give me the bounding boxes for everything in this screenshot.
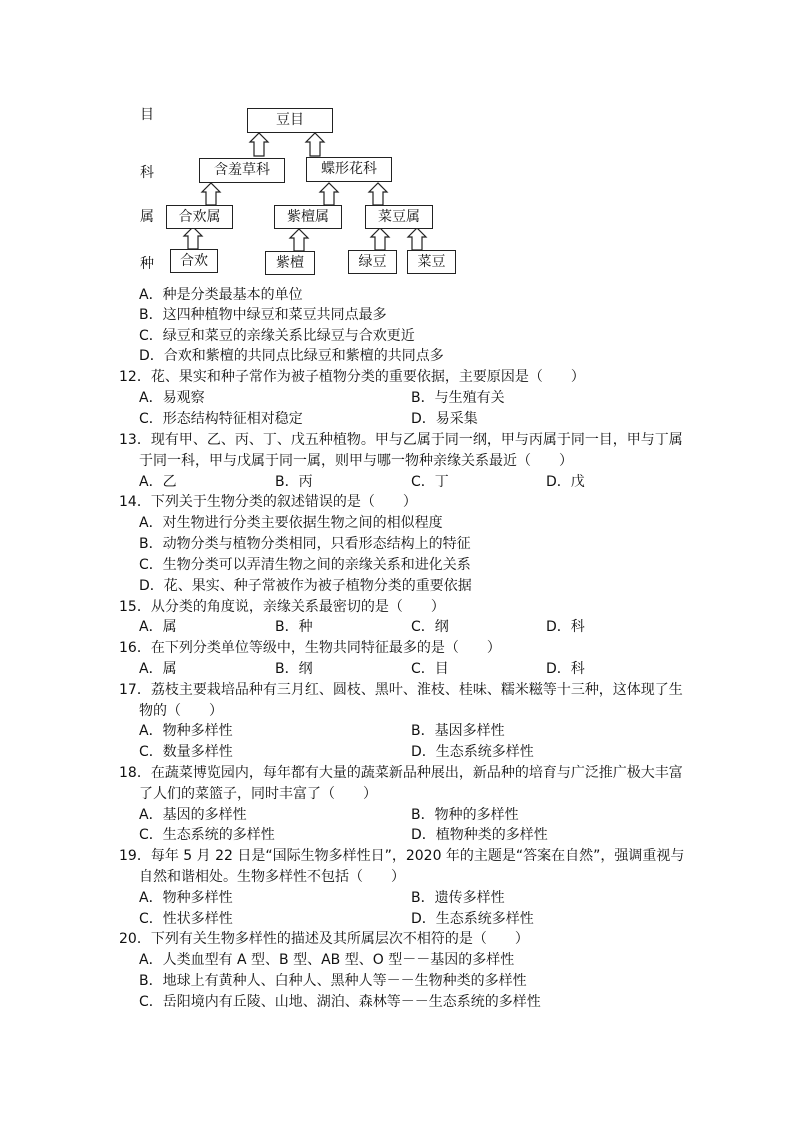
arrow-gen1-to-fam1: [202, 183, 220, 205]
arrow-gen2-to-fam2: [320, 183, 338, 205]
q18-option-b: B．物种的多样性: [411, 807, 519, 823]
q11-option-b: B．这四种植物中绿豆和菜豆共同点最多: [139, 307, 387, 323]
q17-option-d: D．生态系统多样性: [411, 744, 534, 760]
arrow-fam1-to-order: [250, 133, 268, 156]
q17-option-c: C．数量多样性: [139, 744, 233, 760]
arrow-sp2-to-gen2: [290, 229, 308, 251]
box-species-kidney-bean: 菜豆: [407, 250, 456, 274]
q15-option-c: C．纲: [411, 619, 449, 635]
box-species-pterocarpus: 紫檀: [265, 251, 315, 275]
q14-option-c: C．生物分类可以弄清生物之间的亲缘关系和进化关系: [139, 557, 471, 573]
q15-stem: 15．从分类的角度说，亲缘关系最密切的是（ ）: [119, 599, 445, 615]
q20-option-a: A．人类血型有 A 型、B 型、AB 型、O 型－－基因的多样性: [139, 952, 515, 968]
box-genus-pterocarpus: 紫檀属: [274, 205, 342, 229]
q20-option-c: C．岳阳境内有丘陵、山地、湖泊、森林等－－生态系统的多样性: [139, 994, 541, 1010]
q11-option-a: A．种是分类最基本的单位: [139, 287, 303, 303]
q11-option-d: D．合欢和紫檀的共同点比绿豆和紫檀的共同点多: [139, 348, 444, 364]
q12-option-d: D．易采集: [411, 411, 478, 427]
q11-option-c: C．绿豆和菜豆的亲缘关系比绿豆与合欢更近: [139, 328, 415, 344]
q13-stem-2: 于同一科，甲与戊属于同一属，则甲与哪一物种亲缘关系最近（ ）: [139, 453, 573, 469]
q12-option-a: A．易观察: [139, 390, 205, 406]
q19-option-c: C．性状多样性: [139, 911, 233, 927]
box-family-mimosaceae: 含羞草科: [199, 158, 285, 183]
q16-option-d: D．科: [546, 661, 585, 677]
classification-diagram: [0, 0, 794, 290]
q13-stem-1: 13．现有甲、乙、丙、丁、戊五种植物。甲与乙属于同一纲，甲与丙属于同一目，甲与丁属: [119, 432, 683, 448]
rank-genus-label: 属: [140, 209, 154, 225]
q16-stem: 16．在下列分类单位等级中，生物共同特征最多的是（ ）: [119, 640, 501, 656]
q16-option-c: C．目: [411, 661, 449, 677]
q14-option-d: D．花、果实、种子常被作为被子植物分类的重要依据: [139, 578, 472, 594]
q17-stem-1: 17．荔枝主要栽培品种有三月红、圆枝、黑叶、淮枝、桂味、糯米糍等十三种，这体现了生: [119, 682, 683, 698]
q15-option-b: B．种: [275, 619, 313, 635]
arrow-gen3-to-fam2: [369, 183, 387, 205]
q12-option-c: C．形态结构特征相对稳定: [139, 411, 303, 427]
q16-option-b: B．纲: [275, 661, 313, 677]
q15-option-d: D．科: [546, 619, 585, 635]
box-order: 豆目: [247, 108, 333, 133]
q13-option-c: C．丁: [411, 474, 449, 490]
q19-stem-2: 自然和谐相处。生物多样性不包括（ ）: [139, 869, 405, 885]
q17-option-b: B．基因多样性: [411, 723, 505, 739]
box-species-albizia: 合欢: [170, 249, 218, 273]
arrow-fam2-to-order: [306, 133, 324, 156]
box-genus-phaseolus: 菜豆属: [365, 205, 433, 229]
q13-option-b: B．丙: [275, 474, 313, 490]
arrow-sp1-to-gen1: [184, 227, 202, 249]
box-species-mung-bean: 绿豆: [348, 250, 397, 274]
q19-option-a: A．物种多样性: [139, 890, 233, 906]
q17-stem-2: 物的（ ）: [139, 703, 223, 719]
arrow-sp4-to-gen3: [408, 228, 426, 250]
q14-option-b: B．动物分类与植物分类相同，只看形态结构上的特征: [139, 536, 471, 552]
q19-stem-1: 19．每年 5 月 22 日是“国际生物多样性日”，2020 年的主题是“答案在自然”，强调重视与: [119, 848, 685, 864]
q13-option-a: A．乙: [139, 474, 177, 490]
q19-option-d: D．生态系统多样性: [411, 911, 534, 927]
q18-option-a: A．基因的多样性: [139, 807, 247, 823]
q18-option-d: D．植物种类的多样性: [411, 827, 548, 843]
q12-stem: 12．花、果实和种子常作为被子植物分类的重要依据，主要原因是（ ）: [119, 369, 585, 385]
q15-option-a: A．属: [139, 619, 177, 635]
q20-stem: 20．下列有关生物多样性的描述及其所属层次不相符的是（ ）: [119, 931, 529, 947]
q12-option-b: B．与生殖有关: [411, 390, 505, 406]
q13-option-d: D．戊: [546, 474, 585, 490]
box-family-papilionaceae: 蝶形花科: [306, 157, 392, 182]
q18-option-c: C．生态系统的多样性: [139, 827, 275, 843]
q18-stem-2: 了人们的菜篮子，同时丰富了（ ）: [139, 786, 377, 802]
rank-order-label: 目: [140, 107, 154, 123]
diagram-arrows: [0, 0, 794, 290]
rank-family-label: 科: [140, 165, 154, 181]
box-genus-albizia: 合欢属: [166, 205, 233, 229]
rank-species-label: 种: [140, 256, 154, 272]
q17-option-a: A．物种多样性: [139, 723, 233, 739]
q18-stem-1: 18．在蔬菜博览园内，每年都有大量的蔬菜新品种展出，新品种的培育与广泛推广极大丰富: [119, 765, 683, 781]
q16-option-a: A．属: [139, 661, 177, 677]
q14-option-a: A．对生物进行分类主要依据生物之间的相似程度: [139, 515, 443, 531]
q19-option-b: B．遗传多样性: [411, 890, 505, 906]
arrow-sp3-to-gen3: [371, 228, 389, 250]
q20-option-b: B．地球上有黄种人、白种人、黑种人等－－生物种类的多样性: [139, 973, 527, 989]
q14-stem: 14．下列关于生物分类的叙述错误的是（ ）: [119, 494, 417, 510]
